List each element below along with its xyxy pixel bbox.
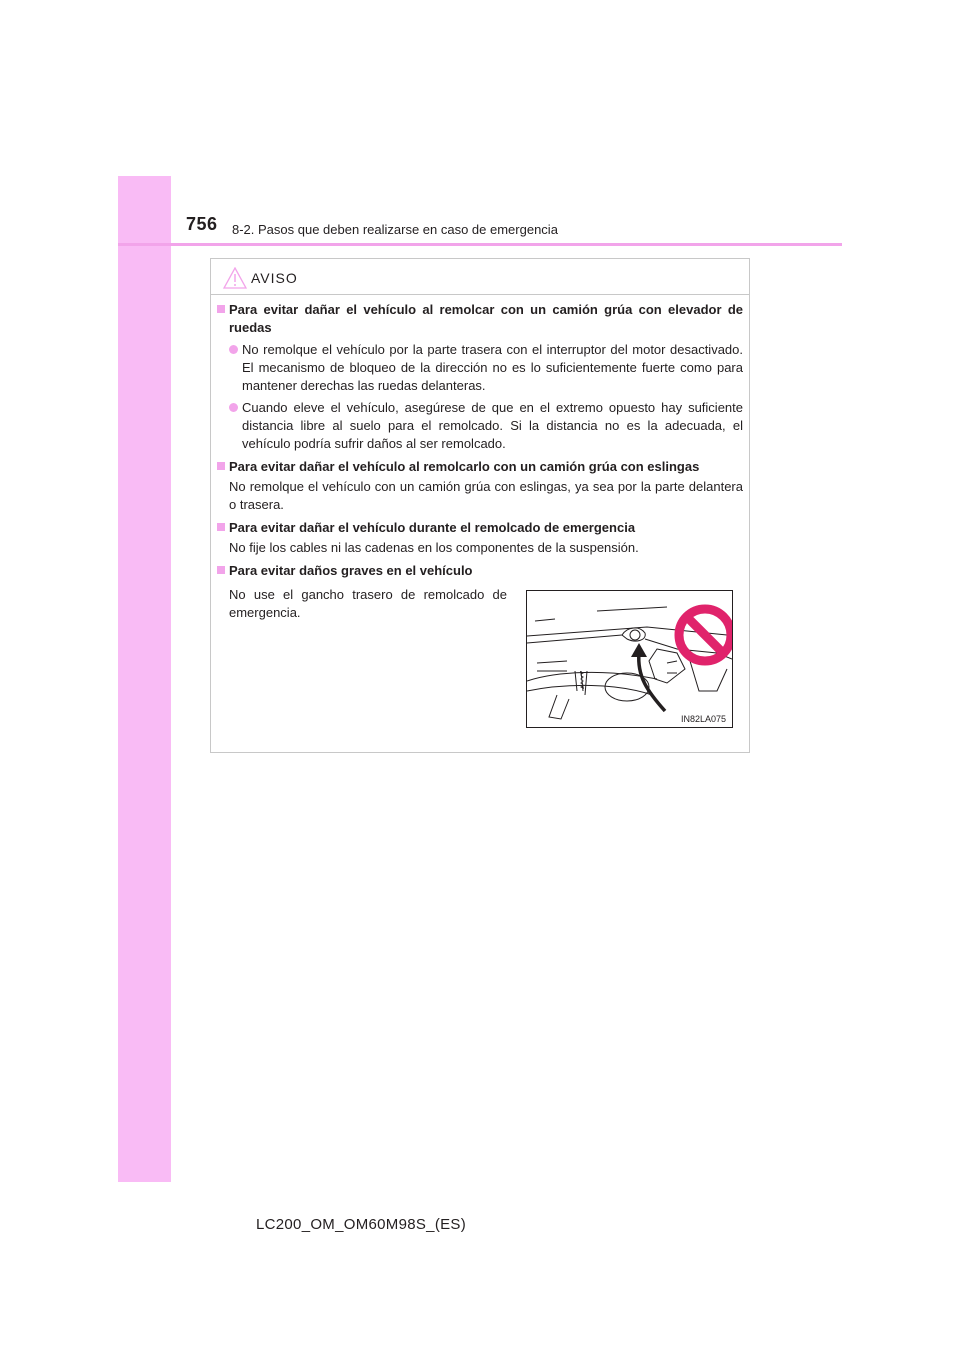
warning-heading: Para evitar dañar el vehículo durante el remolcado de emergencia [217,519,743,537]
warning-text: No fije los cables ni las cadenas en los componentes de la suspensión. [229,540,639,555]
circle-bullet-icon [229,403,238,412]
warning-heading: Para evitar daños graves en el vehículo [217,562,743,580]
square-bullet-icon [217,305,225,313]
tow-hook-illustration [526,590,733,728]
section-title: 8-2. Pasos que deben realizarse en caso de emergencia [232,222,558,237]
side-tab [118,176,171,1182]
warning-heading: Para evitar dañar el vehículo al remolcar con un camión grúa con elevador de ruedas [217,301,743,337]
warning-text: No remolque el vehículo con un camión grúa con eslingas, ya sea por la parte delantera o trasera. [229,479,743,512]
warning-heading: Para evitar dañar el vehículo al remolcarlo con un camión grúa con eslingas [217,458,743,476]
warning-bullet: Cuando eleve el vehículo, asegúrese de que en el extremo opuesto hay suficiente distancia libre al suelo para el remolcado. Si la distancia no es la adecuada, el vehículo podría sufrir daños al ser remolcado. [229,399,743,453]
square-bullet-icon [217,523,225,531]
illustration-caption: No use el gancho trasero de remolcado de emergencia. [229,587,507,620]
warning-bullet: No remolque el vehículo por la parte trasera con el interruptor del motor desactivado. El mecanismo de bloqueo de la dirección no es lo suficientemente fuerte como para mantener derechas las ruedas delanteras. [229,341,743,395]
warning-header [223,267,298,289]
warning-label: AVISO [251,270,298,286]
circle-bullet-icon [229,345,238,354]
header-rule [118,243,842,246]
document-code: LC200_OM_OM60M98S_(ES) [256,1216,467,1233]
square-bullet-icon [217,462,225,470]
warning-divider [211,294,749,295]
illustration-code: IN82LA075 [680,714,726,724]
warning-content [217,301,743,580]
vehicle-underside-drawing [527,591,732,727]
page-number: 756 [186,214,218,234]
square-bullet-icon [217,566,225,574]
warning-triangle-icon [223,267,247,289]
warning-box [210,258,750,753]
